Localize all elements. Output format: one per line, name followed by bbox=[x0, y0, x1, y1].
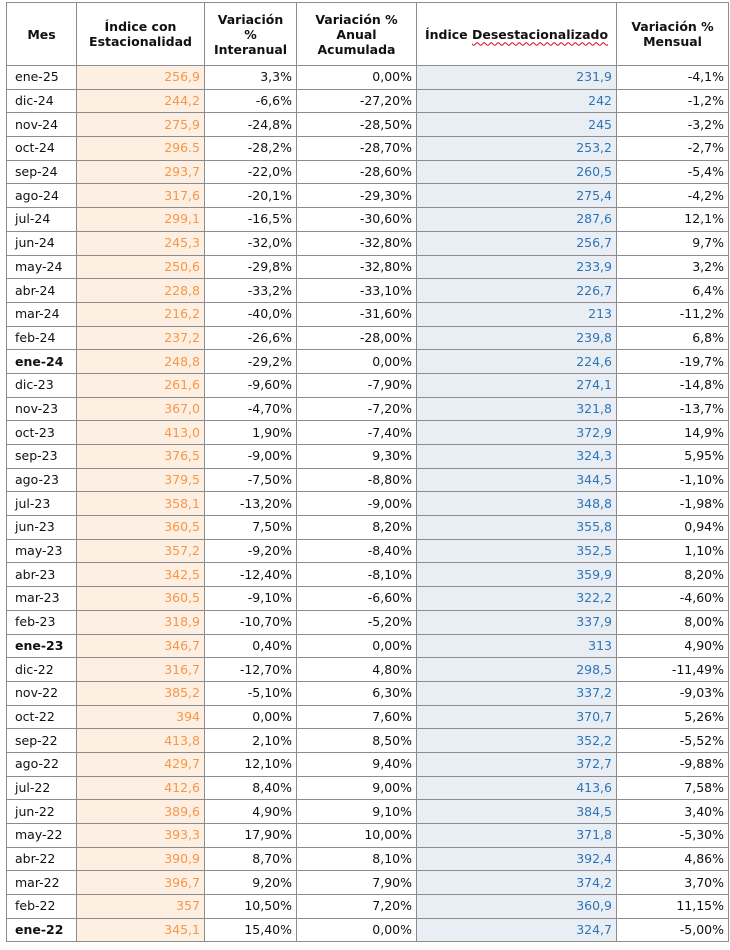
header-variacion-anual-acumulada[interactable]: Variación % Anual Acumulada bbox=[297, 3, 417, 66]
cell-mes[interactable]: sep-22 bbox=[7, 729, 77, 753]
cell-variacion-interanual[interactable]: -22,0% bbox=[205, 160, 297, 184]
cell-variacion-mensual[interactable]: 1,10% bbox=[617, 539, 729, 563]
table-row bbox=[7, 800, 729, 824]
cell-indice-estacionalidad[interactable]: 413,8 bbox=[77, 729, 205, 753]
cell-variacion-acumulada[interactable]: 9,30% bbox=[297, 445, 417, 469]
cell-mes[interactable]: jul-23 bbox=[7, 492, 77, 516]
cell-indice-desestacionalizado[interactable]: 242 bbox=[417, 89, 617, 113]
cell-variacion-interanual[interactable]: -20,1% bbox=[205, 184, 297, 208]
cell-variacion-interanual[interactable]: 0,00% bbox=[205, 705, 297, 729]
cell-variacion-interanual[interactable]: 8,70% bbox=[205, 847, 297, 871]
cell-variacion-mensual[interactable]: -14,8% bbox=[617, 373, 729, 397]
cell-variacion-interanual[interactable]: 7,50% bbox=[205, 516, 297, 540]
cell-indice-estacionalidad[interactable]: 346,7 bbox=[77, 634, 205, 658]
cell-variacion-mensual[interactable]: 4,90% bbox=[617, 634, 729, 658]
cell-variacion-acumulada[interactable]: -27,20% bbox=[297, 89, 417, 113]
cell-variacion-interanual[interactable]: -28,2% bbox=[205, 137, 297, 161]
table-row bbox=[7, 208, 729, 232]
table-row bbox=[7, 516, 729, 540]
cell-indice-desestacionalizado[interactable]: 344,5 bbox=[417, 468, 617, 492]
cell-variacion-acumulada[interactable]: -32,80% bbox=[297, 255, 417, 279]
table-row bbox=[7, 160, 729, 184]
header-row bbox=[7, 3, 729, 66]
header-mes[interactable]: Mes bbox=[7, 3, 77, 66]
cell-variacion-acumulada[interactable]: -5,20% bbox=[297, 610, 417, 634]
table-row bbox=[7, 871, 729, 895]
cell-variacion-mensual[interactable]: 11,15% bbox=[617, 895, 729, 919]
cell-indice-desestacionalizado[interactable]: 226,7 bbox=[417, 279, 617, 303]
cell-indice-desestacionalizado[interactable]: 321,8 bbox=[417, 397, 617, 421]
cell-variacion-acumulada[interactable]: 9,40% bbox=[297, 752, 417, 776]
cell-variacion-interanual[interactable]: -10,70% bbox=[205, 610, 297, 634]
cell-mes[interactable]: abr-24 bbox=[7, 279, 77, 303]
cell-indice-desestacionalizado[interactable]: 355,8 bbox=[417, 516, 617, 540]
cell-variacion-mensual[interactable]: -5,00% bbox=[617, 918, 729, 942]
cell-indice-desestacionalizado[interactable]: 372,7 bbox=[417, 752, 617, 776]
cell-variacion-acumulada[interactable]: 0,00% bbox=[297, 918, 417, 942]
cell-mes[interactable]: mar-24 bbox=[7, 302, 77, 326]
cell-variacion-mensual[interactable]: -1,98% bbox=[617, 492, 729, 516]
cell-variacion-mensual[interactable]: 9,7% bbox=[617, 231, 729, 255]
cell-mes[interactable]: jul-24 bbox=[7, 208, 77, 232]
cell-variacion-acumulada[interactable]: 9,10% bbox=[297, 800, 417, 824]
cell-indice-desestacionalizado[interactable]: 359,9 bbox=[417, 563, 617, 587]
cell-variacion-acumulada[interactable]: 6,30% bbox=[297, 681, 417, 705]
cell-variacion-interanual[interactable]: -29,2% bbox=[205, 350, 297, 374]
cell-variacion-mensual[interactable]: 8,20% bbox=[617, 563, 729, 587]
cell-mes[interactable]: jul-22 bbox=[7, 776, 77, 800]
cell-indice-desestacionalizado[interactable]: 372,9 bbox=[417, 421, 617, 445]
cell-indice-estacionalidad[interactable]: 293,7 bbox=[77, 160, 205, 184]
cell-indice-desestacionalizado[interactable]: 352,5 bbox=[417, 539, 617, 563]
cell-variacion-mensual[interactable]: -9,03% bbox=[617, 681, 729, 705]
cell-indice-estacionalidad[interactable]: 275,9 bbox=[77, 113, 205, 137]
cell-indice-estacionalidad[interactable]: 385,2 bbox=[77, 681, 205, 705]
cell-indice-desestacionalizado[interactable]: 324,7 bbox=[417, 918, 617, 942]
cell-indice-desestacionalizado[interactable]: 298,5 bbox=[417, 658, 617, 682]
cell-variacion-acumulada[interactable]: 7,20% bbox=[297, 895, 417, 919]
cell-variacion-interanual[interactable]: 4,90% bbox=[205, 800, 297, 824]
header-indice-estacionalidad[interactable]: Índice con Estacionalidad bbox=[77, 3, 205, 66]
cell-mes[interactable]: ene-25 bbox=[7, 66, 77, 90]
cell-variacion-mensual[interactable]: 8,00% bbox=[617, 610, 729, 634]
cell-mes[interactable]: may-23 bbox=[7, 539, 77, 563]
cell-variacion-interanual[interactable]: -5,10% bbox=[205, 681, 297, 705]
cell-mes[interactable]: dic-22 bbox=[7, 658, 77, 682]
cell-variacion-acumulada[interactable]: -28,50% bbox=[297, 113, 417, 137]
cell-variacion-mensual[interactable]: 3,70% bbox=[617, 871, 729, 895]
table-row bbox=[7, 373, 729, 397]
cell-variacion-mensual[interactable]: 3,40% bbox=[617, 800, 729, 824]
table-row bbox=[7, 137, 729, 161]
cell-indice-estacionalidad[interactable]: 360,5 bbox=[77, 587, 205, 611]
table-row bbox=[7, 895, 729, 919]
cell-variacion-mensual[interactable]: -4,1% bbox=[617, 66, 729, 90]
cell-mes[interactable]: jun-22 bbox=[7, 800, 77, 824]
cell-variacion-mensual[interactable]: -5,52% bbox=[617, 729, 729, 753]
cell-variacion-interanual[interactable]: -6,6% bbox=[205, 89, 297, 113]
cell-indice-desestacionalizado[interactable]: 337,2 bbox=[417, 681, 617, 705]
table-row bbox=[7, 113, 729, 137]
cell-mes[interactable]: mar-22 bbox=[7, 871, 77, 895]
cell-mes[interactable]: sep-24 bbox=[7, 160, 77, 184]
cell-mes[interactable]: dic-24 bbox=[7, 89, 77, 113]
cell-indice-desestacionalizado[interactable]: 324,3 bbox=[417, 445, 617, 469]
cell-indice-estacionalidad[interactable]: 256,9 bbox=[77, 66, 205, 90]
cell-variacion-acumulada[interactable]: -31,60% bbox=[297, 302, 417, 326]
cell-indice-estacionalidad[interactable]: 342,5 bbox=[77, 563, 205, 587]
cell-variacion-mensual[interactable]: 5,26% bbox=[617, 705, 729, 729]
cell-mes[interactable]: nov-22 bbox=[7, 681, 77, 705]
cell-variacion-acumulada[interactable]: -28,60% bbox=[297, 160, 417, 184]
table-row bbox=[7, 681, 729, 705]
table-row bbox=[7, 492, 729, 516]
cell-variacion-acumulada[interactable]: 7,90% bbox=[297, 871, 417, 895]
table-row bbox=[7, 350, 729, 374]
cell-indice-desestacionalizado[interactable]: 233,9 bbox=[417, 255, 617, 279]
cell-variacion-acumulada[interactable]: -7,90% bbox=[297, 373, 417, 397]
cell-mes[interactable]: abr-22 bbox=[7, 847, 77, 871]
cell-variacion-acumulada[interactable]: 8,20% bbox=[297, 516, 417, 540]
cell-mes[interactable]: ago-23 bbox=[7, 468, 77, 492]
cell-variacion-interanual[interactable]: -7,50% bbox=[205, 468, 297, 492]
cell-variacion-interanual[interactable]: 9,20% bbox=[205, 871, 297, 895]
cell-variacion-interanual[interactable]: -9,60% bbox=[205, 373, 297, 397]
cell-mes[interactable]: oct-22 bbox=[7, 705, 77, 729]
cell-indice-estacionalidad[interactable]: 228,8 bbox=[77, 279, 205, 303]
cell-indice-estacionalidad[interactable]: 250,6 bbox=[77, 255, 205, 279]
table-row bbox=[7, 563, 729, 587]
table-row bbox=[7, 66, 729, 90]
table-row bbox=[7, 729, 729, 753]
table-row bbox=[7, 918, 729, 942]
cell-indice-desestacionalizado[interactable]: 253,2 bbox=[417, 137, 617, 161]
cell-mes[interactable]: may-24 bbox=[7, 255, 77, 279]
cell-variacion-acumulada[interactable]: 0,00% bbox=[297, 350, 417, 374]
table-row bbox=[7, 231, 729, 255]
cell-indice-desestacionalizado[interactable]: 371,8 bbox=[417, 824, 617, 848]
cell-mes[interactable]: ene-23 bbox=[7, 634, 77, 658]
cell-variacion-mensual[interactable]: -11,2% bbox=[617, 302, 729, 326]
cell-variacion-interanual[interactable]: 3,3% bbox=[205, 66, 297, 90]
table-row bbox=[7, 587, 729, 611]
header-indice-desestacionalizado[interactable]: Índice Desestacionalizado bbox=[417, 3, 617, 66]
cell-indice-desestacionalizado[interactable]: 392,4 bbox=[417, 847, 617, 871]
cell-variacion-mensual[interactable]: -4,2% bbox=[617, 184, 729, 208]
cell-variacion-mensual[interactable]: 7,58% bbox=[617, 776, 729, 800]
cell-indice-estacionalidad[interactable]: 360,5 bbox=[77, 516, 205, 540]
cell-indice-desestacionalizado[interactable]: 239,8 bbox=[417, 326, 617, 350]
cell-variacion-acumulada[interactable]: 9,00% bbox=[297, 776, 417, 800]
cell-indice-desestacionalizado[interactable]: 413,6 bbox=[417, 776, 617, 800]
cell-variacion-acumulada[interactable]: 0,00% bbox=[297, 634, 417, 658]
header-variacion-interanual[interactable]: Variación % Interanual bbox=[205, 3, 297, 66]
table-row bbox=[7, 302, 729, 326]
table-row bbox=[7, 776, 729, 800]
cell-variacion-interanual[interactable]: -12,70% bbox=[205, 658, 297, 682]
cell-variacion-mensual[interactable]: -5,4% bbox=[617, 160, 729, 184]
cell-indice-estacionalidad[interactable]: 345,1 bbox=[77, 918, 205, 942]
table-row bbox=[7, 610, 729, 634]
cell-variacion-mensual[interactable]: -4,60% bbox=[617, 587, 729, 611]
cell-mes[interactable]: ago-24 bbox=[7, 184, 77, 208]
cell-variacion-interanual[interactable]: 0,40% bbox=[205, 634, 297, 658]
cell-indice-desestacionalizado[interactable]: 256,7 bbox=[417, 231, 617, 255]
cell-indice-desestacionalizado[interactable]: 348,8 bbox=[417, 492, 617, 516]
table-row bbox=[7, 468, 729, 492]
cell-variacion-interanual[interactable]: -33,2% bbox=[205, 279, 297, 303]
cell-variacion-interanual[interactable]: -16,5% bbox=[205, 208, 297, 232]
cell-indice-desestacionalizado[interactable]: 274,1 bbox=[417, 373, 617, 397]
cell-variacion-acumulada[interactable]: -29,30% bbox=[297, 184, 417, 208]
cell-variacion-interanual[interactable]: -32,0% bbox=[205, 231, 297, 255]
cell-mes[interactable]: jun-23 bbox=[7, 516, 77, 540]
cell-indice-estacionalidad[interactable]: 296.5 bbox=[77, 137, 205, 161]
cell-variacion-mensual[interactable]: 4,86% bbox=[617, 847, 729, 871]
cell-indice-estacionalidad[interactable]: 396,7 bbox=[77, 871, 205, 895]
cell-indice-estacionalidad[interactable]: 393,3 bbox=[77, 824, 205, 848]
cell-variacion-acumulada[interactable]: -28,70% bbox=[297, 137, 417, 161]
table-row bbox=[7, 184, 729, 208]
cell-indice-desestacionalizado[interactable]: 224,6 bbox=[417, 350, 617, 374]
cell-mes[interactable]: feb-22 bbox=[7, 895, 77, 919]
cell-variacion-interanual[interactable]: 12,10% bbox=[205, 752, 297, 776]
cell-variacion-mensual[interactable]: -1,2% bbox=[617, 89, 729, 113]
table-row bbox=[7, 421, 729, 445]
cell-variacion-mensual[interactable]: -19,7% bbox=[617, 350, 729, 374]
cell-variacion-acumulada[interactable]: 8,10% bbox=[297, 847, 417, 871]
cell-variacion-interanual[interactable]: 1,90% bbox=[205, 421, 297, 445]
table-row bbox=[7, 255, 729, 279]
cell-variacion-acumulada[interactable]: -33,10% bbox=[297, 279, 417, 303]
cell-variacion-acumulada[interactable]: -30,60% bbox=[297, 208, 417, 232]
cell-indice-estacionalidad[interactable]: 299,1 bbox=[77, 208, 205, 232]
cell-indice-estacionalidad[interactable]: 379,5 bbox=[77, 468, 205, 492]
cell-variacion-interanual[interactable]: 10,50% bbox=[205, 895, 297, 919]
cell-variacion-mensual[interactable]: 3,2% bbox=[617, 255, 729, 279]
cell-indice-desestacionalizado[interactable]: 287,6 bbox=[417, 208, 617, 232]
cell-indice-estacionalidad[interactable]: 216,2 bbox=[77, 302, 205, 326]
cell-indice-estacionalidad[interactable]: 367,0 bbox=[77, 397, 205, 421]
cell-variacion-mensual[interactable]: 14,9% bbox=[617, 421, 729, 445]
cell-mes[interactable]: ene-24 bbox=[7, 350, 77, 374]
cell-indice-estacionalidad[interactable]: 390,9 bbox=[77, 847, 205, 871]
cell-mes[interactable]: nov-23 bbox=[7, 397, 77, 421]
cell-variacion-mensual[interactable]: 5,95% bbox=[617, 445, 729, 469]
table-row bbox=[7, 326, 729, 350]
cell-mes[interactable]: ene-22 bbox=[7, 918, 77, 942]
cell-variacion-interanual[interactable]: -12,40% bbox=[205, 563, 297, 587]
cell-variacion-interanual[interactable]: 8,40% bbox=[205, 776, 297, 800]
cell-indice-desestacionalizado[interactable]: 275,4 bbox=[417, 184, 617, 208]
cell-indice-desestacionalizado[interactable]: 260,5 bbox=[417, 160, 617, 184]
cell-variacion-acumulada[interactable]: 10,00% bbox=[297, 824, 417, 848]
table-row bbox=[7, 445, 729, 469]
cell-variacion-acumulada[interactable]: -8,10% bbox=[297, 563, 417, 587]
spellcheck-underline: Desestacionalizado bbox=[471, 26, 609, 42]
cell-mes[interactable]: nov-24 bbox=[7, 113, 77, 137]
table-row bbox=[7, 824, 729, 848]
table-row bbox=[7, 752, 729, 776]
cell-variacion-acumulada[interactable]: -6,60% bbox=[297, 587, 417, 611]
cell-variacion-acumulada[interactable]: 8,50% bbox=[297, 729, 417, 753]
cell-mes[interactable]: dic-23 bbox=[7, 373, 77, 397]
cell-indice-desestacionalizado[interactable]: 245 bbox=[417, 113, 617, 137]
cell-indice-estacionalidad[interactable]: 245,3 bbox=[77, 231, 205, 255]
cell-variacion-interanual[interactable]: 17,90% bbox=[205, 824, 297, 848]
cell-indice-estacionalidad[interactable]: 376,5 bbox=[77, 445, 205, 469]
table-row bbox=[7, 539, 729, 563]
cell-indice-estacionalidad[interactable]: 357 bbox=[77, 895, 205, 919]
cell-indice-estacionalidad[interactable]: 429,7 bbox=[77, 752, 205, 776]
cell-indice-estacionalidad[interactable]: 316,7 bbox=[77, 658, 205, 682]
cell-variacion-acumulada[interactable]: 7,60% bbox=[297, 705, 417, 729]
cell-mes[interactable]: jun-24 bbox=[7, 231, 77, 255]
cell-mes[interactable]: oct-24 bbox=[7, 137, 77, 161]
cell-variacion-acumulada[interactable]: -7,20% bbox=[297, 397, 417, 421]
cell-indice-desestacionalizado[interactable]: 313 bbox=[417, 634, 617, 658]
cell-variacion-mensual[interactable]: 6,4% bbox=[617, 279, 729, 303]
table-row bbox=[7, 397, 729, 421]
cell-indice-estacionalidad[interactable]: 244,2 bbox=[77, 89, 205, 113]
cell-indice-estacionalidad[interactable]: 412,6 bbox=[77, 776, 205, 800]
table-row bbox=[7, 279, 729, 303]
cell-mes[interactable]: may-22 bbox=[7, 824, 77, 848]
table-row bbox=[7, 634, 729, 658]
cell-variacion-acumulada[interactable]: -8,80% bbox=[297, 468, 417, 492]
cell-variacion-interanual[interactable]: -4,70% bbox=[205, 397, 297, 421]
cell-indice-estacionalidad[interactable]: 358,1 bbox=[77, 492, 205, 516]
cell-variacion-interanual[interactable]: -29,8% bbox=[205, 255, 297, 279]
cell-indice-desestacionalizado[interactable]: 384,5 bbox=[417, 800, 617, 824]
cell-variacion-interanual[interactable]: -9,10% bbox=[205, 587, 297, 611]
cell-indice-estacionalidad[interactable]: 317,6 bbox=[77, 184, 205, 208]
cell-variacion-mensual[interactable]: -13,7% bbox=[617, 397, 729, 421]
cell-variacion-acumulada[interactable]: -32,80% bbox=[297, 231, 417, 255]
cell-variacion-interanual[interactable]: -26,6% bbox=[205, 326, 297, 350]
cell-indice-desestacionalizado[interactable]: 370,7 bbox=[417, 705, 617, 729]
cell-variacion-interanual[interactable]: -13,20% bbox=[205, 492, 297, 516]
cell-variacion-acumulada[interactable]: -8,40% bbox=[297, 539, 417, 563]
cell-indice-desestacionalizado[interactable]: 337,9 bbox=[417, 610, 617, 634]
cell-variacion-mensual[interactable]: 12,1% bbox=[617, 208, 729, 232]
cell-indice-estacionalidad[interactable]: 389,6 bbox=[77, 800, 205, 824]
cell-indice-desestacionalizado[interactable]: 374,2 bbox=[417, 871, 617, 895]
table-row bbox=[7, 89, 729, 113]
table-row bbox=[7, 658, 729, 682]
cell-variacion-mensual[interactable]: -5,30% bbox=[617, 824, 729, 848]
cell-indice-desestacionalizado[interactable]: 352,2 bbox=[417, 729, 617, 753]
cell-variacion-acumulada[interactable]: 0,00% bbox=[297, 66, 417, 90]
cell-variacion-mensual[interactable]: -1,10% bbox=[617, 468, 729, 492]
cell-mes[interactable]: feb-24 bbox=[7, 326, 77, 350]
cell-mes[interactable]: ago-22 bbox=[7, 752, 77, 776]
cell-indice-estacionalidad[interactable]: 237,2 bbox=[77, 326, 205, 350]
cell-variacion-interanual[interactable]: -9,20% bbox=[205, 539, 297, 563]
header-variacion-mensual[interactable]: Variación % Mensual bbox=[617, 3, 729, 66]
cell-variacion-interanual[interactable]: 15,40% bbox=[205, 918, 297, 942]
cell-variacion-interanual[interactable]: -40,0% bbox=[205, 302, 297, 326]
cell-mes[interactable]: abr-23 bbox=[7, 563, 77, 587]
index-table bbox=[6, 2, 729, 942]
cell-variacion-mensual[interactable]: 6,8% bbox=[617, 326, 729, 350]
cell-mes[interactable]: oct-23 bbox=[7, 421, 77, 445]
cell-variacion-interanual[interactable]: -24,8% bbox=[205, 113, 297, 137]
cell-variacion-interanual[interactable]: 2,10% bbox=[205, 729, 297, 753]
cell-indice-desestacionalizado[interactable]: 322,2 bbox=[417, 587, 617, 611]
cell-variacion-acumulada[interactable]: -7,40% bbox=[297, 421, 417, 445]
cell-indice-estacionalidad[interactable]: 248,8 bbox=[77, 350, 205, 374]
cell-variacion-mensual[interactable]: -3,2% bbox=[617, 113, 729, 137]
cell-mes[interactable]: sep-23 bbox=[7, 445, 77, 469]
cell-variacion-acumulada[interactable]: 4,80% bbox=[297, 658, 417, 682]
table-row bbox=[7, 847, 729, 871]
cell-variacion-mensual[interactable]: -9,88% bbox=[617, 752, 729, 776]
cell-indice-desestacionalizado[interactable]: 213 bbox=[417, 302, 617, 326]
cell-variacion-acumulada[interactable]: -9,00% bbox=[297, 492, 417, 516]
cell-variacion-mensual[interactable]: -2,7% bbox=[617, 137, 729, 161]
cell-mes[interactable]: feb-23 bbox=[7, 610, 77, 634]
cell-indice-desestacionalizado[interactable]: 360,9 bbox=[417, 895, 617, 919]
table-row bbox=[7, 705, 729, 729]
cell-indice-desestacionalizado[interactable]: 231,9 bbox=[417, 66, 617, 90]
cell-indice-estacionalidad[interactable]: 318,9 bbox=[77, 610, 205, 634]
cell-variacion-mensual[interactable]: -11,49% bbox=[617, 658, 729, 682]
cell-variacion-interanual[interactable]: -9,00% bbox=[205, 445, 297, 469]
cell-indice-estacionalidad[interactable]: 261,6 bbox=[77, 373, 205, 397]
cell-variacion-mensual[interactable]: 0,94% bbox=[617, 516, 729, 540]
cell-indice-estacionalidad[interactable]: 357,2 bbox=[77, 539, 205, 563]
cell-indice-estacionalidad[interactable]: 413,0 bbox=[77, 421, 205, 445]
cell-mes[interactable]: mar-23 bbox=[7, 587, 77, 611]
cell-indice-estacionalidad[interactable]: 394 bbox=[77, 705, 205, 729]
cell-variacion-acumulada[interactable]: -28,00% bbox=[297, 326, 417, 350]
